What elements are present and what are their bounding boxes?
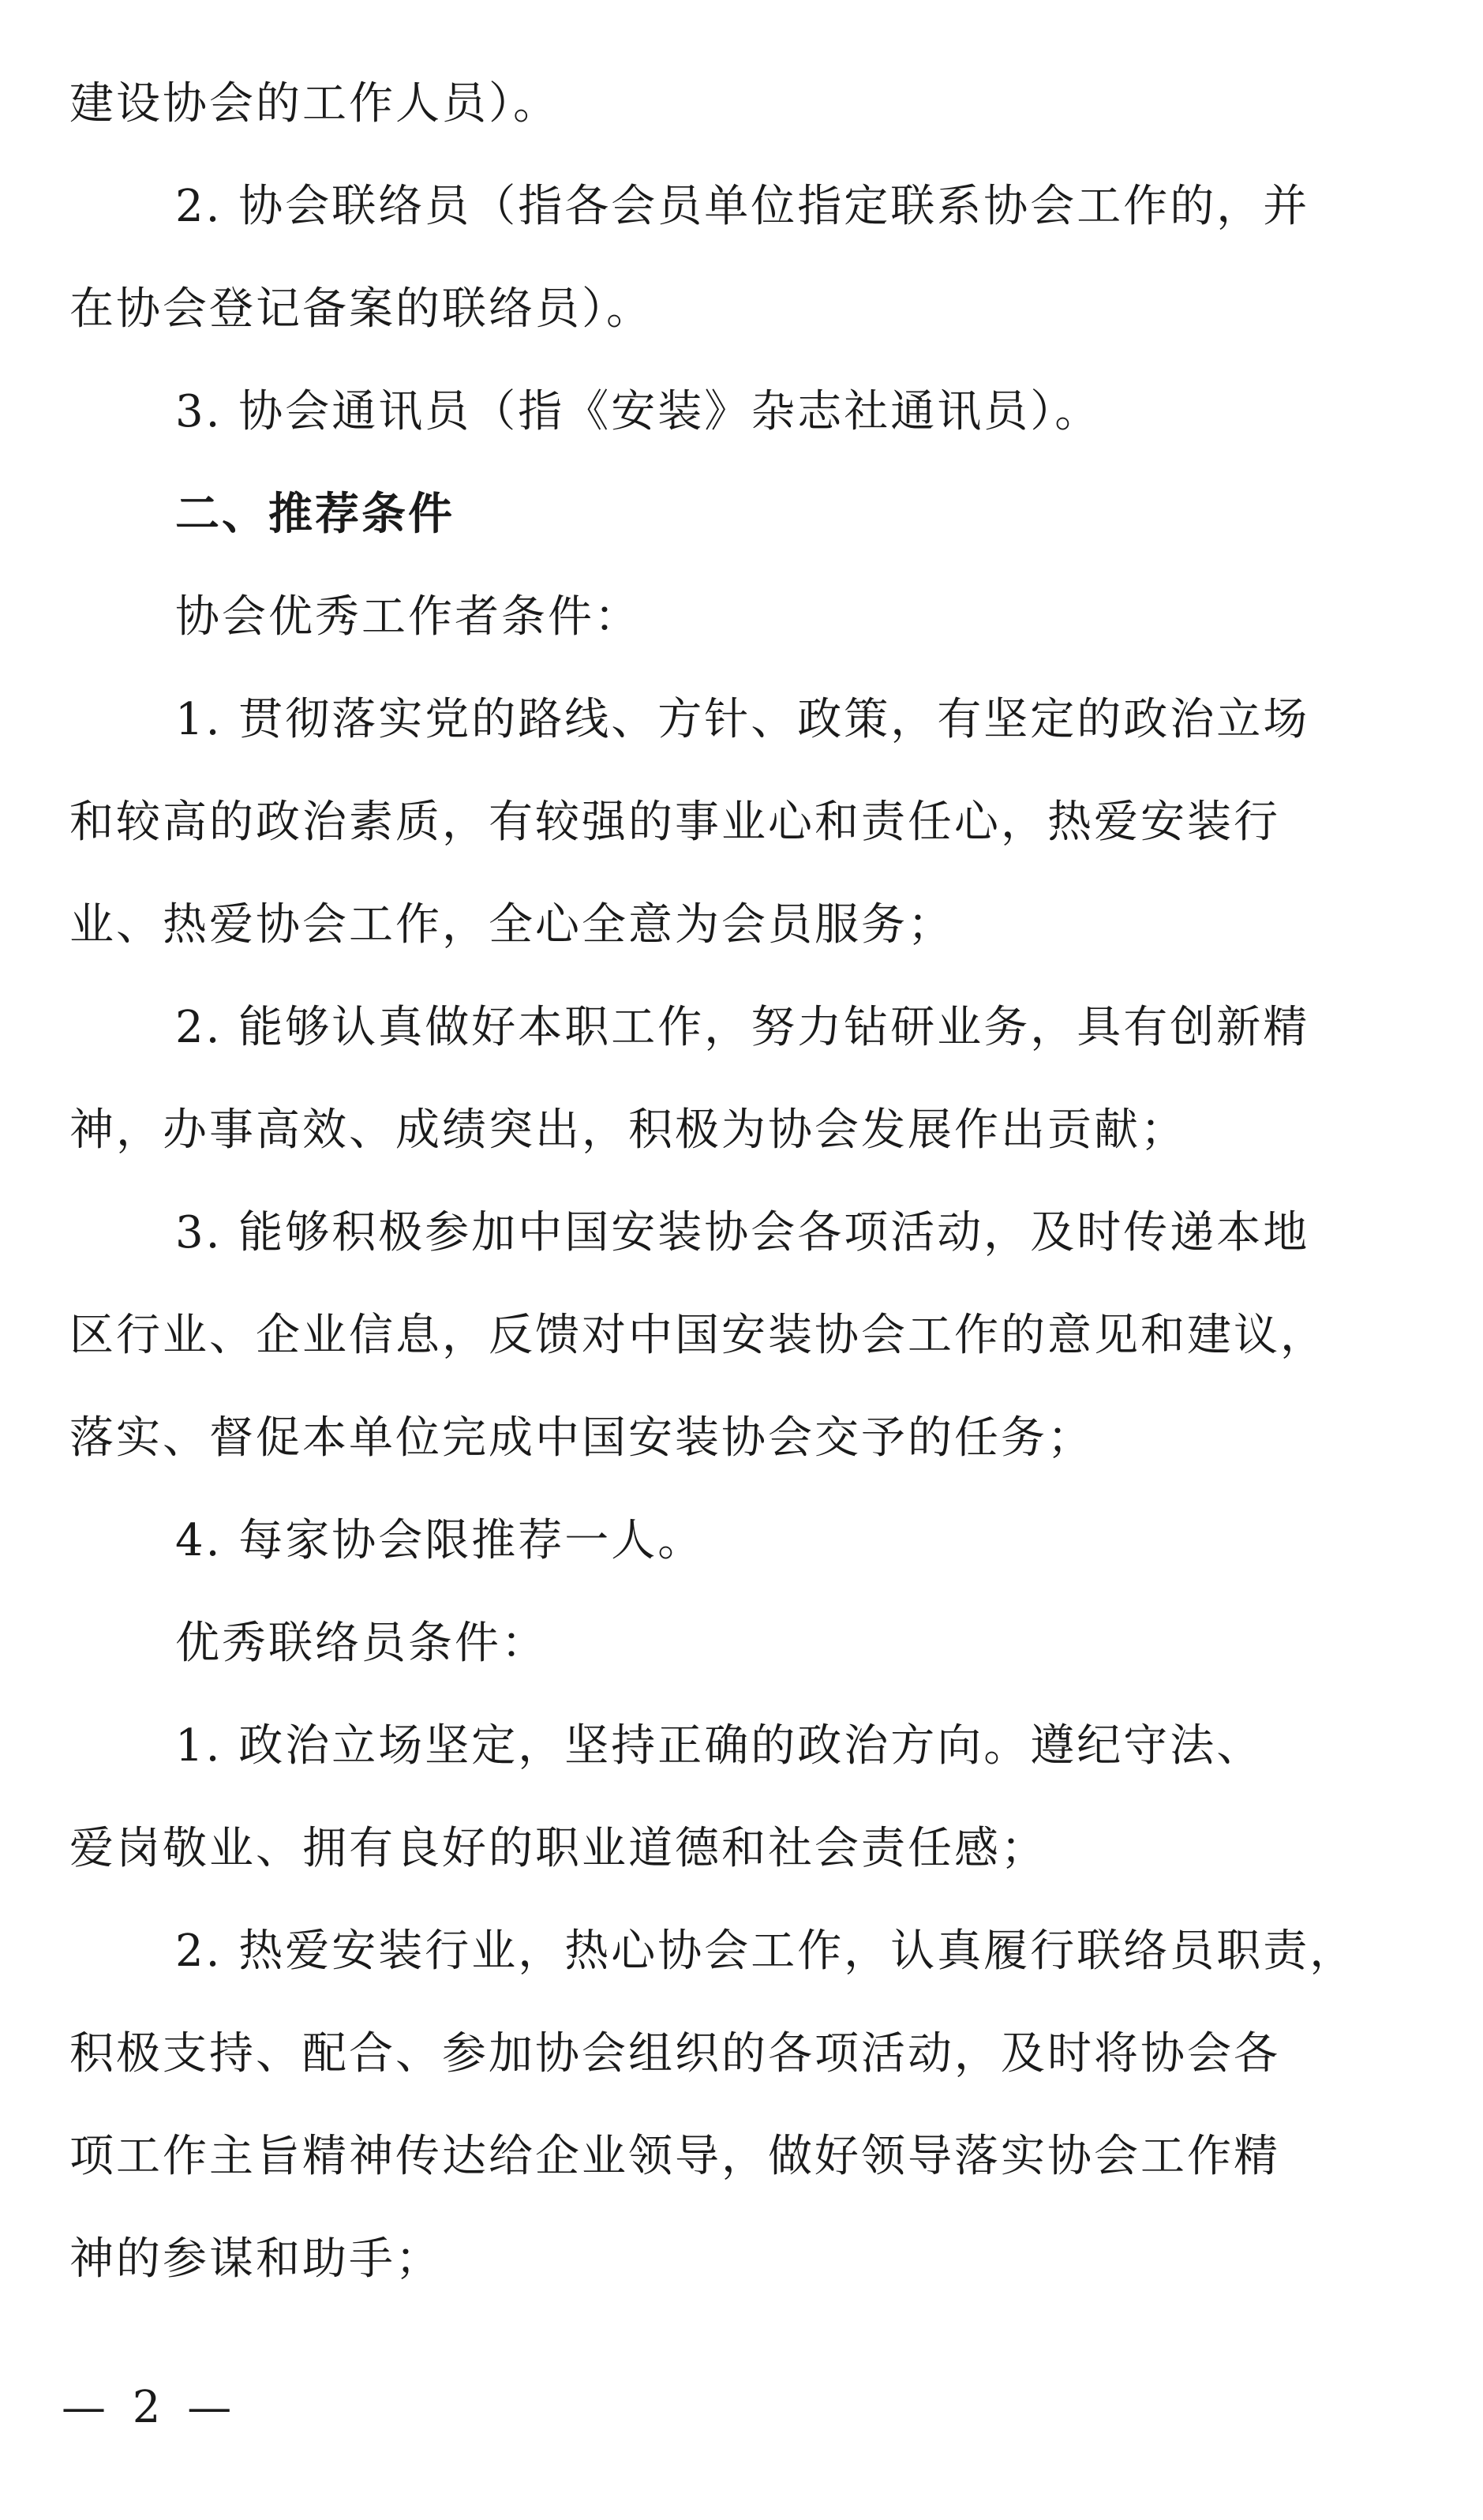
text-line: 2. 能够认真做好本职工作，努力钻研业务，具有创新精 [175,1002,1310,1053]
text-line: 积极支持、配合、参加协会组织的各项活动，及时将协会各 [69,2028,1280,2079]
section-heading: 二、推荐条件 [175,489,455,540]
text-line: 4. 每家协会限推荐一人。 [175,1515,705,1566]
text-line: 和较高的政治素质，有较强的事业心和责任心，热爱安装行 [69,797,1280,848]
text-line: 区行业、企业信息，反馈对中国安装协会工作的意见和建议， [69,1310,1327,1361]
text-line: 业、热爱协会工作，全心全意为会员服务； [69,899,954,951]
text-line: 建设协会的工作人员）。 [69,78,560,129]
subsection-heading: 优秀联络员条件： [175,1618,548,1669]
text-line: 3. 协会通讯员（指《安装》杂志社通讯员）。 [175,386,1102,437]
text-line: 落实、督促本单位完成中国安装协会交予的任务； [69,1412,1094,1464]
text-line: 爱岗敬业、拥有良好的职业道德和社会责任感； [69,1823,1047,1874]
text-line: 2. 协会联络员（指各会员单位指定联系协会工作的，并 [175,181,1310,232]
subsection-heading: 协会优秀工作者条件： [175,591,641,643]
text-line: 项工作主旨精神传达给企业领导，做好领导落实协会工作精 [69,2131,1280,2182]
text-line: 神的参谋和助手； [69,2233,442,2285]
text-line: 2. 热爱安装行业，热心协会工作，认真履行联络员职责， [175,1926,1357,1977]
text-line: 神，办事高效、成绩突出，积极为协会发展作出贡献； [69,1104,1187,1156]
page-number: — 2 — [62,2382,238,2433]
text-line: 在协会登记备案的联络员）。 [69,283,653,335]
text-line: 1. 贯彻落实党的路线、方针、政策，有坚定的政治立场 [175,694,1310,745]
text-line: 1. 政治立场坚定，坚持正确的政治方向。遵纪守法、 [175,1720,1264,1772]
text-line: 3. 能够积极参加中国安装协会各项活动，及时传递本地 [175,1207,1310,1258]
